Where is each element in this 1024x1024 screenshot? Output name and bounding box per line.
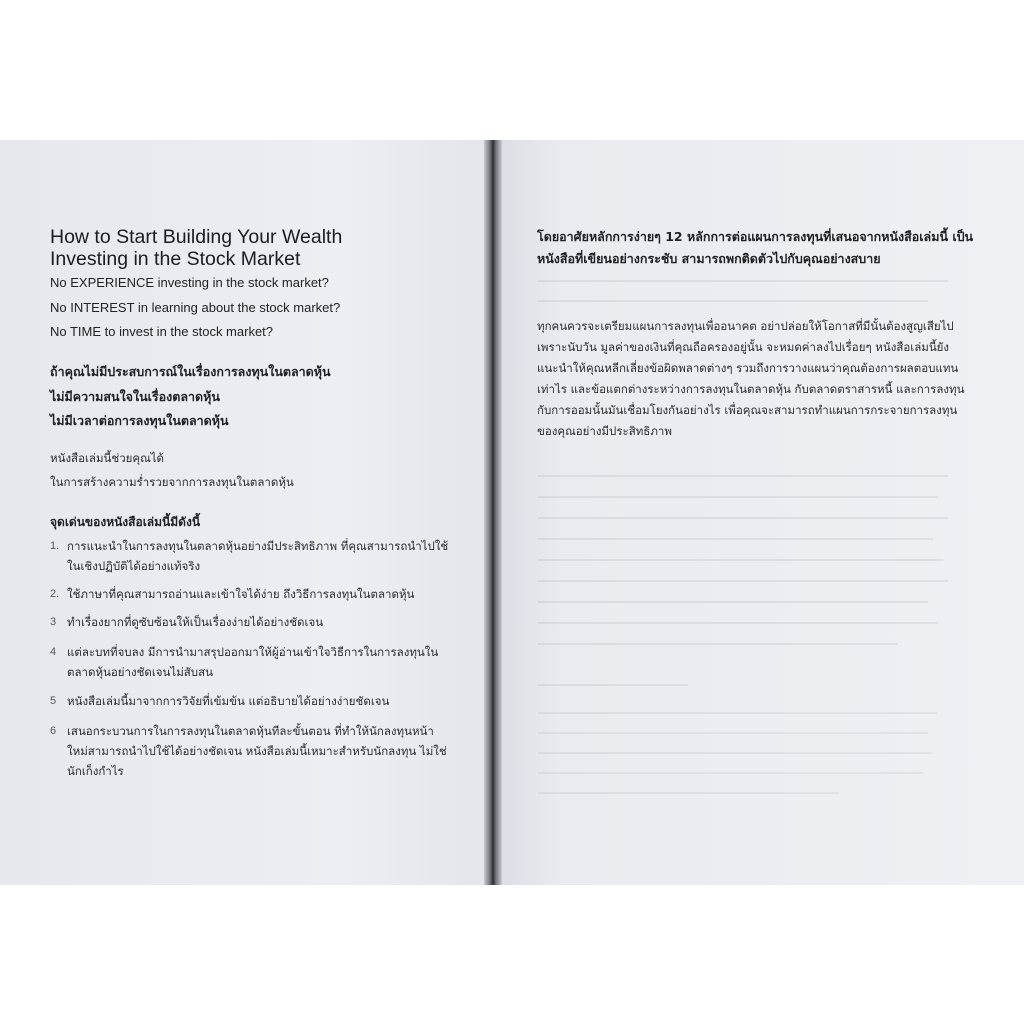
thai-question-1: ถ้าคุณไม่มีประสบการณ์ในเรื่องการลงทุนในตลาดหุ้น <box>50 364 331 379</box>
list-text: หนังสือเล่มนี้มาจากการวิจัยที่เข้มข้น แต่อธิบายได้อย่างง่ายชัดเจน <box>67 694 390 708</box>
list-item <box>50 691 450 711</box>
bleed-through <box>538 580 948 582</box>
question-interest: No INTEREST in learning about the stock market? <box>50 300 341 315</box>
bleed-through <box>538 684 688 686</box>
bleed-through <box>538 752 933 754</box>
bleed-through <box>538 601 928 603</box>
list-number: 6 <box>50 725 57 737</box>
list-text: เสนอกระบวนการในการลงทุนในตลาดหุ้นทีละขั้นตอน ที่ทำให้นักลงทุนหน้าใหม่สามารถนำไปใช้ได้อย่างชัดเจน หนังสือเล่มนี้เหมาะสำหรับนักลงทุน ไม่ใช่นักเก็งกำไร <box>67 724 447 778</box>
bleed-through <box>538 622 938 624</box>
list-item <box>50 612 450 632</box>
book-spine <box>484 140 502 885</box>
bleed-through <box>538 300 928 302</box>
bleed-through <box>538 559 943 561</box>
list-text: การแนะนำในการลงทุนในตลาดหุ้นอย่างมีประสิทธิภาพ ที่คุณสามารถนำไปใช้ในเชิงปฏิบัติได้อย่างแท้จริง <box>67 539 449 573</box>
right-paragraph: ทุกคนควรจะเตรียมแผนการลงทุนเพื่ออนาคต อย่าปล่อยให้โอกาสที่มีนั้นต้องสูญเสียไป เพราะนับวัน มูลค่าของเงินที่คุณถือครองอยู่นั้น จะหมดค่าลงไปเรื่อยๆ หนังสือเล่มนี้ยังแนะนำให้คุณหลีกเลี่ยงข้อผิดพลาดต่างๆ รวมถึงการวางแผนว่าคุณต้องการผลตอบแทนเท่าไร และข้อแตกต่างระหว่างการลงทุนในตลาดหุ้น กับตลาดตราสารหนี้ และการลงทุน กับการออมนั้นมันเชื่อมโยงกันอย่างไร เพื่อคุณจะสามารถทำแผนการกระจายการลงทุนของคุณอย่างมีประสิทธิภาพ <box>537 319 965 438</box>
bleed-through <box>538 772 923 774</box>
book-title: How to Start Building Your Wealth Investing in the Stock Market <box>50 226 343 270</box>
intro-line-1: หนังสือเล่มนี้ช่วยคุณได้ <box>50 451 165 465</box>
bleed-through <box>538 792 838 794</box>
bleed-through <box>538 496 938 498</box>
left-page <box>0 140 490 885</box>
list-number: 3 <box>50 616 57 628</box>
list-number: 5 <box>50 695 57 707</box>
question-time: No TIME to invest in the stock market? <box>50 324 274 339</box>
bleed-through <box>538 538 933 540</box>
highlights-heading: จุดเด่นของหนังสือเล่มนี้มีดังนี้ <box>50 515 201 529</box>
bleed-through <box>538 712 938 714</box>
list-item <box>50 584 450 604</box>
list-number: 1. <box>50 540 60 552</box>
thai-question-3: ไม่มีเวลาต่อการลงทุนในตลาดหุ้น <box>50 413 229 428</box>
list-number: 4 <box>50 646 57 658</box>
list-text: ทำเรื่องยากที่ดูซับซ้อนให้เป็นเรื่องง่ายได้อย่างชัดเจน <box>67 615 324 629</box>
right-bold-intro: โดยอาศัยหลักการง่ายๆ 12 หลักการต่อแผนการลงทุนที่เสนอจากหนังสือเล่มนี้ เป็นหนังสือที่เขียนอย่างกระชับ สามารถพกติดตัวไปกับคุณอย่างสบาย <box>537 229 974 266</box>
question-experience: No EXPERIENCE investing in the stock market? <box>50 275 329 290</box>
list-item <box>50 536 450 576</box>
list-text: แต่ละบทที่จบลง มีการนำมาสรุปออกมาให้ผู้อ่านเข้าใจวิธีการในการลงทุนในตลาดหุ้นอย่างชัดเจนไม่สับสน <box>67 645 439 679</box>
bleed-through <box>538 732 928 734</box>
bleed-through <box>538 280 948 282</box>
list-text: ใช้ภาษาที่คุณสามารถอ่านและเข้าใจได้ง่าย ถึงวิธีการลงทุนในตลาดหุ้น <box>67 587 415 601</box>
book-spread <box>0 140 1024 885</box>
bleed-through <box>538 643 898 645</box>
bleed-through <box>538 517 948 519</box>
thai-question-2: ไม่มีความสนใจในเรื่องตลาดหุ้น <box>50 389 220 404</box>
list-item <box>50 721 450 781</box>
list-number: 2. <box>50 588 60 600</box>
bleed-through <box>538 475 948 477</box>
list-item <box>50 642 450 682</box>
intro-line-2: ในการสร้างความร่ำรวยจากการลงทุนในตลาดหุ้น <box>50 475 294 489</box>
